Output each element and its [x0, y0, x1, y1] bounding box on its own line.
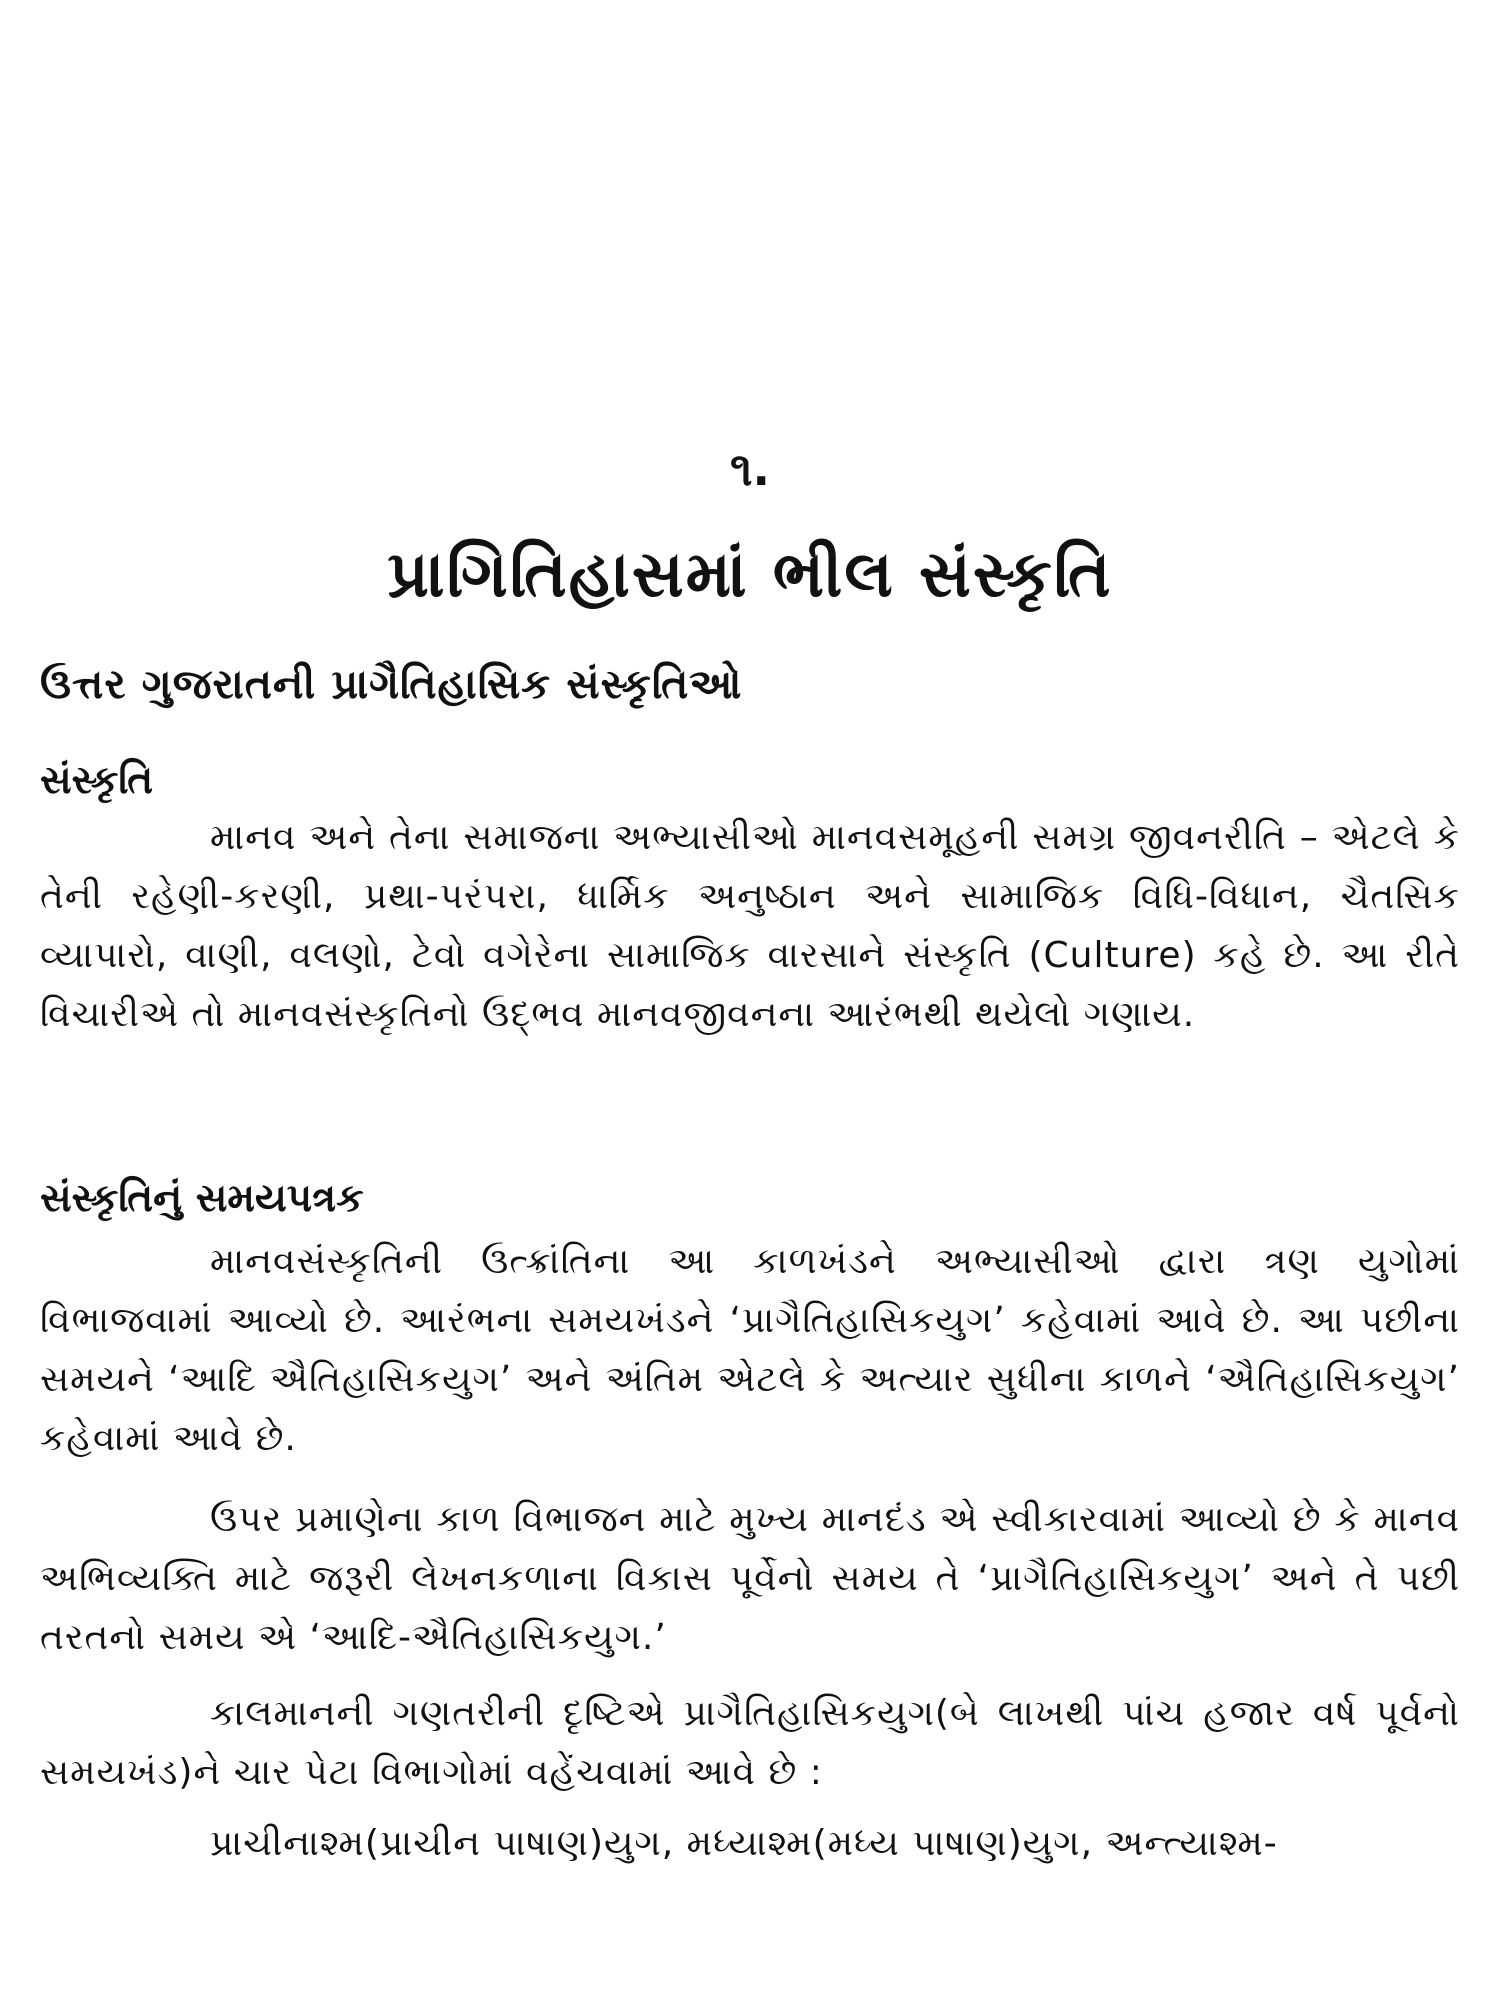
chapter-title: પ્રાગિતિહાસમાં ભીલ સંસ્કૃતિ: [387, 538, 1113, 612]
heading-culture: સંસ્કૃતિ: [40, 758, 154, 803]
paragraph-stone-age-list: પ્રાચીનાશ્મ(પ્રાચીન પાષાણ)યુગ, મધ્યાશ્મ(મધ્ય પાષાણ)યુગ, અન્ત્યાશ્મ-: [210, 1823, 1278, 1864]
book-page: [40, 0, 1460, 2000]
heading-culture-timeline: સંસ્કૃતિનું સમયપત્રક: [40, 1176, 364, 1221]
paragraph-three-eras: માનવસંસ્કૃતિની ઉત્ક્રાંતિના આ કાળખંડને અભ્યાસીઓ દ્વારા ત્રણ યુગોમાં વિભાજવામાં આવ્યો છે. આરંભના સમયખંડને ‘પ્રાગૈતિહાસિકયુગ’ કહેવામાં આવે છે. આ પછીના સમયને ‘આદિ ઐતિહાસિકયુગ’ અને અંતિમ એટલે કે અત્યાર સુધીના કાળને ‘ઐતિહાસિકયુગ’ કહેવામાં આવે છે.: [40, 1241, 1460, 1459]
paragraph-prehistoric-subdivisions: કાલમાનની ગણતરીની દૃષ્ટિએ પ્રાગૈતિહાસિકયુગ(બે લાખથી પાંચ હજાર વર્ષ પૂર્વનો સમયખંડ)ને ચાર પેટા વિભાગોમાં વહેંચવામાં આવે છે :: [40, 1693, 1460, 1793]
paragraph-division-criterion: ઉપર પ્રમાણેના કાળ વિભાજન માટે મુખ્ય માનદંડ એ સ્વીકારવામાં આવ્યો છે કે માનવ અભિવ્યક્તિ માટે જરૂરી લેખનકળાના વિકાસ પૂર્વેનો સમય તે ‘પ્રાગૈતિહાસિકયુગ’ અને તે પછી તરતનો સમય એ ‘આદિ-ઐતિહાસિકયુગ.’: [40, 1499, 1460, 1658]
section-title: ઉત્તર ગુજરાતની પ્રાગૈતિહાસિક સંસ્કૃતિઓ: [40, 660, 743, 708]
paragraph-culture-definition: માનવ અને તેના સમાજના અભ્યાસીઓ માનવસમૂહની સમગ્ર જીવનરીતિ – એટલે કે તેની રહેણી-કરણી, પ્રથા-પરંપરા, ધાર્મિક અનુષ્ઠાન અને સામાજિક વિધિ-વિધાન, ચૈતસિક વ્યાપારો, વાણી, વલણો, ટેવો વગેરેના સામાજિક વારસાને સંસ્કૃતિ (Culture) કહે છે. આ રીતે વિચારીએ તો માનવસંસ્કૃતિનો ઉદ્‌ભવ માનવજીવનના આરંભથી થયેલો ગણાય.: [40, 817, 1460, 1035]
chapter-number: ૧.: [729, 442, 770, 496]
